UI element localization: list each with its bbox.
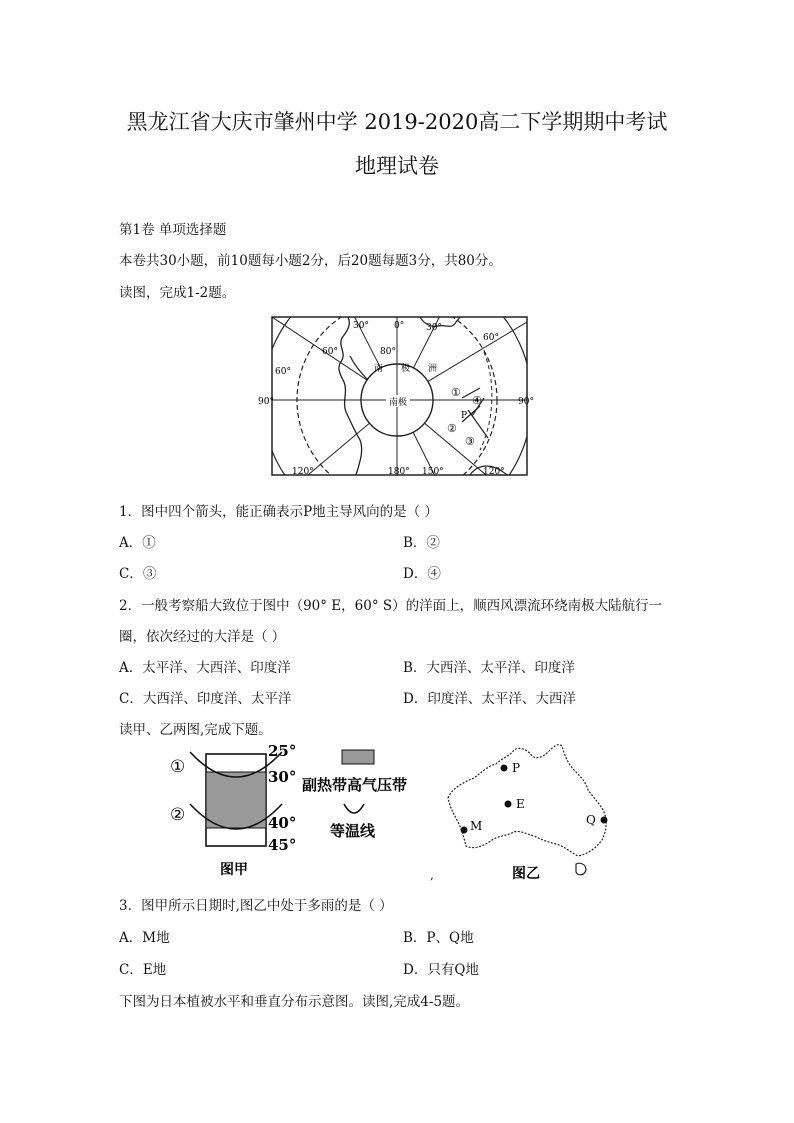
- point-m-label: M: [470, 819, 483, 833]
- section-heading: 第1卷 单项选择题: [119, 222, 227, 238]
- q2-option-b[interactable]: B．大西洋、太平洋、印度洋: [403, 660, 575, 676]
- tasmania-outline: [576, 863, 586, 875]
- lon-label-120w: 120°: [292, 467, 314, 477]
- figure-yi-caption: 图乙: [512, 866, 540, 882]
- ring-label-3: 洲: [428, 364, 438, 374]
- lat-40: 40°: [268, 814, 297, 832]
- lon-label-0: 0°: [394, 321, 405, 331]
- point-e: [505, 801, 512, 808]
- exam-subtitle: 地理试卷: [355, 154, 439, 178]
- q3-option-b[interactable]: B．P、Q地: [403, 930, 474, 946]
- legend-isotherm-label: 等温线: [330, 822, 376, 840]
- lat-label-60: 60°: [322, 347, 338, 357]
- point-q: [601, 817, 608, 824]
- australia-outline: [448, 745, 606, 856]
- point-p-label: P: [461, 411, 468, 421]
- lon-label-90w: 90°: [258, 397, 274, 407]
- q3-stem: 3．图甲所示日期时,图乙中处于多雨的是（ ）: [119, 898, 393, 914]
- q2-stem-line1: 2．一般考察船大致位于图中（90° E，60° S）的洋面上，顺西风漂流环绕南极大陆航行一: [119, 598, 663, 614]
- point-q-label: Q: [586, 813, 596, 827]
- point-p: [501, 765, 508, 772]
- lon-label-60e: 60°: [483, 333, 499, 343]
- arrow-label-3: ③: [465, 435, 475, 448]
- q1-option-d[interactable]: D．④: [403, 566, 441, 582]
- lon-label-90e: 90°: [518, 397, 534, 407]
- q2-option-a[interactable]: A．太平洋、大西洋、印度洋: [119, 660, 291, 676]
- exam-title: 黑龙江省大庆市肇州中学 2019-2020高二下学期期中考试: [126, 110, 668, 134]
- lat-45: 45°: [268, 836, 297, 854]
- point-e-label: E: [516, 797, 525, 811]
- arrow-label-1: ①: [451, 386, 461, 399]
- figure-jia-caption: 图甲: [220, 862, 248, 878]
- legend-isotherm-symbol: [344, 804, 364, 813]
- q2-option-d[interactable]: D．印度洋、太平洋、大西洋: [403, 691, 576, 707]
- label-circle-1: ①: [170, 757, 186, 777]
- ring-label-2: 极: [401, 364, 411, 374]
- q3-option-d[interactable]: D．只有Q地: [403, 962, 479, 978]
- figure-yi-australia: [428, 738, 628, 884]
- figure-jia: [160, 740, 430, 882]
- lat-25: 25°: [268, 742, 297, 760]
- lon-label-60w: 60°: [275, 367, 291, 377]
- lon-label-120e: 120°: [483, 467, 505, 477]
- ring-label-1: 南: [374, 364, 384, 374]
- legend-pressure-swatch: [342, 750, 374, 764]
- read-instruction-2: 读甲、乙两图,完成下题。: [119, 722, 272, 738]
- lon-label-30w: 30°: [353, 321, 369, 331]
- lat-30: 30°: [268, 768, 297, 786]
- lon-label-150: 150°: [422, 467, 444, 477]
- pressure-belt-shade: [206, 772, 266, 828]
- q3-option-c[interactable]: C．E地: [119, 962, 167, 978]
- q2-stem-line2: 圈，依次经过的大洋是（ ）: [119, 629, 286, 645]
- read-instruction-1: 读图，完成1-2题。: [119, 285, 236, 301]
- label-circle-2: ②: [170, 805, 186, 825]
- q3-option-a[interactable]: A．M地: [119, 930, 170, 946]
- legend-pressure-label: 副热带高气压带: [302, 776, 408, 794]
- arrow-label-2: ②: [447, 422, 457, 435]
- q2-option-c[interactable]: C．大西洋、印度洋、太平洋: [119, 691, 292, 707]
- q1-option-b[interactable]: B．②: [403, 535, 440, 551]
- lon-label-180: 180°: [388, 467, 410, 477]
- antarctic-map: [256, 312, 542, 480]
- section-note: 本卷共30小题，前10题每小题2分，后20题每题3分，共80分。: [119, 253, 502, 269]
- q1-option-a[interactable]: A．①: [119, 535, 156, 551]
- q1-option-c[interactable]: C．③: [119, 566, 157, 582]
- lon-label-30e: 30°: [426, 323, 442, 333]
- stray-comma: ,: [430, 868, 434, 882]
- read-instruction-3: 下图为日本植被水平和垂直分布示意图。读图,完成4-5题。: [119, 994, 470, 1010]
- map-center-label: 南极: [388, 398, 408, 408]
- arrow-label-4: ④: [472, 394, 482, 407]
- point-m: [461, 827, 468, 834]
- q1-stem: 1．图中四个箭头，能正确表示P地主导风向的是（ ）: [119, 504, 438, 520]
- lat-label-80: 80°: [380, 347, 396, 357]
- point-p-label: P: [512, 761, 521, 775]
